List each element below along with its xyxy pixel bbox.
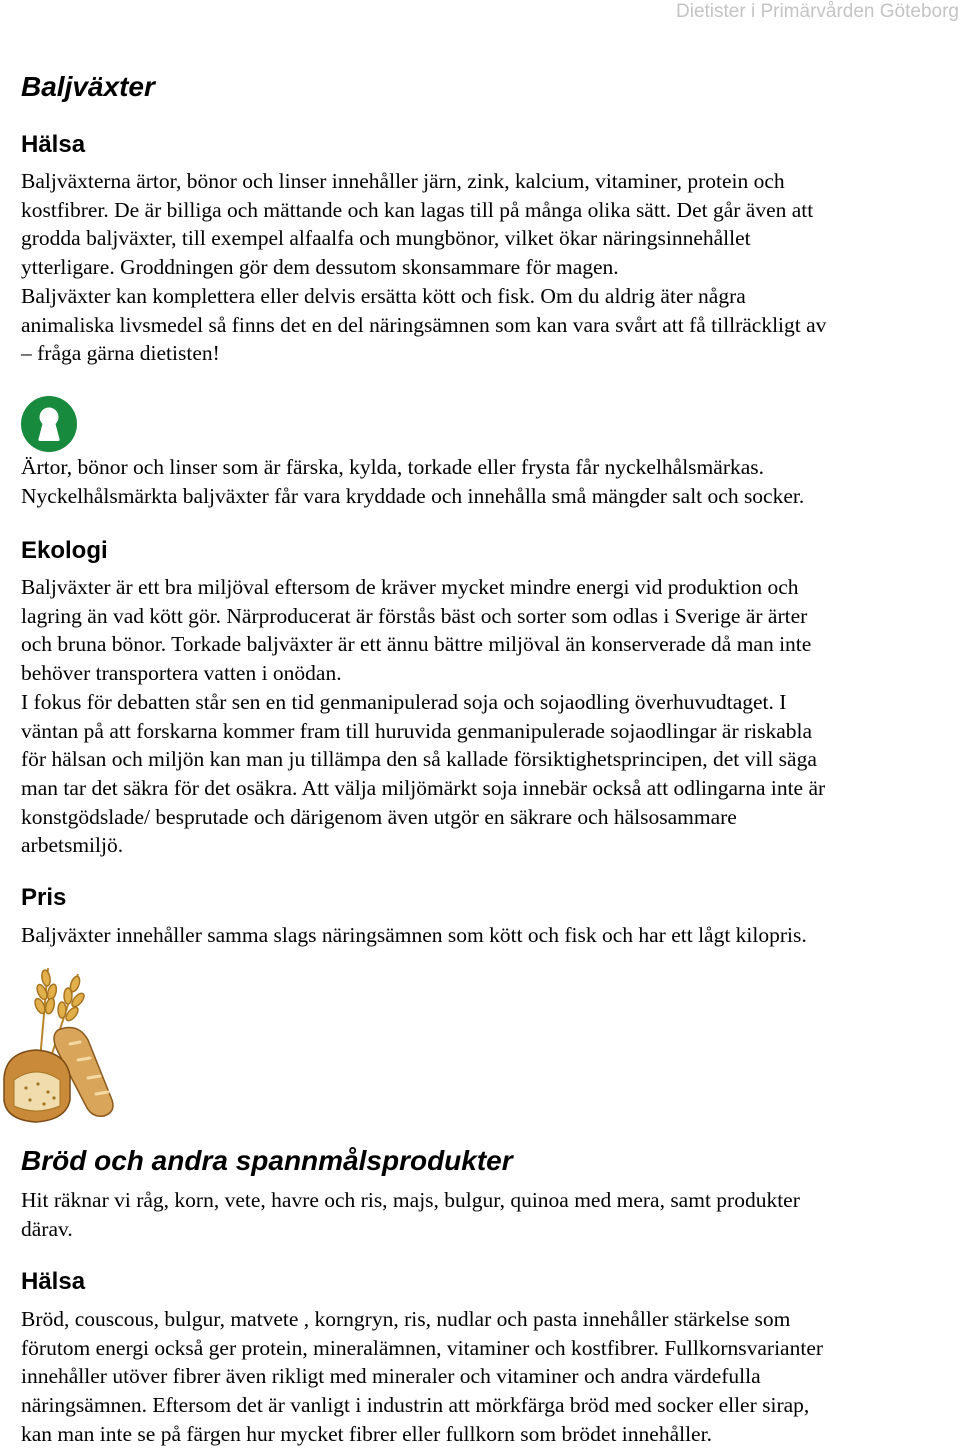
text-line: väntan på att forskarna kommer fram till huruvida genmanipulerade sojaodlingar är riskabla <box>21 718 813 743</box>
text-line: Baljväxterna ärtor, bönor och linser innehåller järn, zink, kalcium, vitaminer, protein och <box>21 169 785 193</box>
text-line: Bröd, couscous, bulgur, matvete , korngryn, ris, nudlar och pasta innehåller stärkelse som <box>21 1307 791 1331</box>
text-line: därav. <box>21 1216 73 1241</box>
text-line: kostfibrer. De är billiga och mättande och kan lagas till på många olika sätt. Det går även att <box>21 197 814 222</box>
bread-illustration-icon <box>0 960 118 1130</box>
text-line: – fråga gärna dietisten! <box>21 341 220 366</box>
text-line: förutom energi också ger protein, mineralämnen, vitaminer och kostfibrer. Fullkornsvarianter <box>21 1335 824 1360</box>
text-line: konstgödslade/ besprutade och därigenom även utgör en säkrare och hälsosammare <box>21 804 737 829</box>
text-line: Hit räknar vi råg, korn, vete, havre och ris, majs, bulgur, quinoa med mera, samt produkter <box>21 1188 800 1212</box>
heading-halsa: Hälsa <box>21 131 86 158</box>
paragraph-pris <box>21 921 956 950</box>
paragraph-halsa-brod <box>21 1305 956 1449</box>
text-line: Baljväxter innehåller samma slags näringsämnen som kött och fisk och har ett lågt kilopris. <box>21 923 807 947</box>
text-line: ytterligare. Groddningen gör dem dessutom skonsammare för magen. <box>21 255 619 280</box>
text-line: arbetsmiljö. <box>21 833 124 858</box>
text-line: man tar det säkra för det osäkra. Att välja miljömärkt soja innebär också att odlingarna inte är <box>21 775 826 800</box>
text-line: Ärtor, bönor och linser som är färska, kylda, torkade eller frysta får nyckelhålsmärkas. <box>21 455 765 479</box>
keyhole-icon <box>20 395 78 453</box>
text-line: innehåller utöver fibrer även rikligt med mineraler och vitaminer och andra värdefulla <box>21 1364 761 1389</box>
paragraph-brod-intro <box>21 1186 956 1243</box>
text-line: och bruna bönor. Torkade baljväxter är ett ännu bättre miljöval än konserverade då man inte <box>21 632 812 657</box>
text-line: Baljväxter kan komplettera eller delvis ersätta kött och fisk. Om du aldrig äter några <box>21 283 746 308</box>
text-line: I fokus för debatten står sen en tid genmanipulerad soja och sojaodling överhuvudtaget. I <box>21 689 787 714</box>
running-header: Dietister i Primärvården Göteborg <box>676 1 959 22</box>
text-line: Nyckelhålsmärkta baljväxter får vara kryddade och innehålla små mängder salt och socker. <box>21 483 805 508</box>
heading-halsa-brod: Hälsa <box>21 1268 86 1295</box>
text-line: kan man inte se på färgen hur mycket fibrer eller fullkorn som brödet innehåller. <box>21 1421 712 1446</box>
heading-ekologi: Ekologi <box>21 537 108 564</box>
text-line: grodda baljväxter, till exempel alfaalfa och mungbönor, vilket ökar näringsinnehållet <box>21 226 751 251</box>
text-line: behöver transportera vatten i onödan. <box>21 661 342 686</box>
paragraph-nyckelhal <box>21 453 956 510</box>
text-line: näringsämnen. Eftersom det är vanligt i industrin att mörkfärga bröd med socker eller sirap, <box>21 1393 810 1418</box>
text-line: för hälsan och miljön kan man ju tillämpa den så kallade försiktighetsprincipen, det vill säga <box>21 747 817 772</box>
text-line: animaliska livsmedel så finns det en del näringsämnen som kan vara svårt att få tillräckligt av <box>21 312 827 337</box>
heading-pris: Pris <box>21 884 67 911</box>
paragraph-halsa <box>21 167 956 368</box>
text-line: Baljväxter är ett bra miljöval eftersom de kräver mycket mindre energi vid produktion och <box>21 575 799 599</box>
section-title-brod: Bröd och andra spannmålsprodukter <box>21 1145 513 1176</box>
section-title-baljvaxter: Baljväxter <box>21 71 155 102</box>
paragraph-ekologi <box>21 573 956 860</box>
text-line: lagring än vad kött gör. Närproducerat är förstås bäst och sorter som odlas i Sverige är ärter <box>21 603 808 628</box>
